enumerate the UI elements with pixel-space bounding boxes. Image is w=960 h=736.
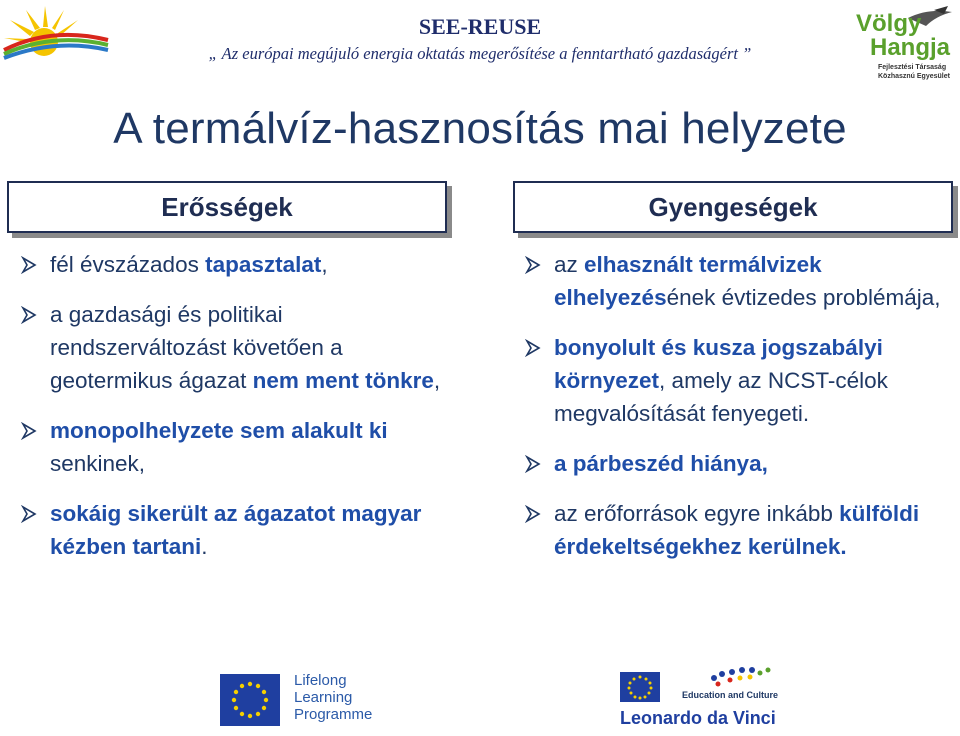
item-text: az (554, 252, 585, 277)
weaknesses-header (513, 181, 953, 233)
lifelong-line3: Programme (294, 706, 373, 723)
item-highlight: tapasztalat (205, 252, 322, 277)
strengths-header (7, 181, 447, 233)
item-text: , (321, 252, 328, 277)
weaknesses-item (524, 447, 954, 480)
weaknesses-title: Gyengeségek (648, 191, 818, 222)
strengths-item (20, 248, 460, 281)
item-text: , (433, 368, 441, 393)
eu-flag-icon (220, 674, 280, 726)
volgy-logo-word2: Hangja (870, 34, 951, 61)
weaknesses-item (524, 248, 954, 314)
education-culture-swoosh-icon (708, 664, 778, 688)
eu-flag-icon (620, 672, 660, 702)
item-text: . (201, 534, 208, 559)
item-text: ének évtizedes problémája, (666, 285, 941, 310)
arrow-bullet-icon (20, 422, 38, 440)
item-highlight: elhasznált termálvizek elhelyezés (554, 252, 822, 310)
item-text: fél évszázados (50, 252, 206, 277)
volgy-hangja-logo (848, 6, 956, 86)
strengths-item (20, 298, 460, 397)
lifelong-learning-logo (220, 672, 390, 728)
lifelong-line2: Learning (294, 689, 353, 706)
item-highlight: nem ment tönkre (252, 368, 434, 393)
item-text: az erőforrások egyre inkább (554, 501, 840, 526)
item-highlight: külföldi érdekeltségekhez kerülnek. (554, 501, 920, 559)
strengths-list (20, 248, 460, 580)
arrow-bullet-icon (524, 505, 542, 523)
weaknesses-list (524, 248, 954, 580)
leonardo-name: Leonardo da Vinci (620, 708, 776, 728)
project-subtitle: „ Az európai megújuló energia oktatás megerősítése a fenntartható gazdaságért ” (208, 44, 752, 63)
volgy-logo-caption1: Fejlesztési Társaság (878, 64, 947, 71)
strengths-title: Erősségek (161, 191, 293, 222)
volgy-logo-caption2: Közhasznú Egyesület (878, 73, 950, 80)
weaknesses-item (524, 331, 954, 430)
strengths-item (20, 497, 460, 563)
strengths-item (20, 414, 460, 480)
arrow-bullet-icon (524, 256, 542, 274)
item-text: a gazdasági és politikai rendszerváltozást követően a geotermikus ágazat (50, 302, 343, 393)
arrow-bullet-icon (524, 339, 542, 357)
arrow-bullet-icon (20, 306, 38, 324)
volgy-logo-word1: Völgy (856, 10, 922, 37)
item-text: senkinek, (50, 451, 146, 476)
weaknesses-item (524, 497, 954, 563)
sun-rainbow-logo (2, 6, 110, 62)
leonardo-da-vinci-logo (618, 660, 798, 732)
main-title: A termálvíz-hasznosítás mai helyzete (113, 104, 847, 153)
arrow-bullet-icon (20, 505, 38, 523)
item-highlight: sokáig sikerült az ágazatot magyar kézben tartani (50, 501, 422, 559)
item-highlight: bonyolult és kusza jogszabályi környezet (554, 335, 883, 393)
item-text: , amely az NCST-célok megvalósítását fenyegeti. (554, 368, 888, 426)
arrow-bullet-icon (524, 455, 542, 473)
lifelong-line1: Lifelong (294, 672, 347, 689)
project-title: SEE-REUSE (418, 14, 542, 39)
leonardo-caption: Education and Culture (682, 690, 779, 700)
item-highlight: a párbeszéd hiánya, (554, 451, 768, 476)
item-highlight: monopolhelyzete sem alakult ki (50, 418, 388, 443)
arrow-bullet-icon (20, 256, 38, 274)
